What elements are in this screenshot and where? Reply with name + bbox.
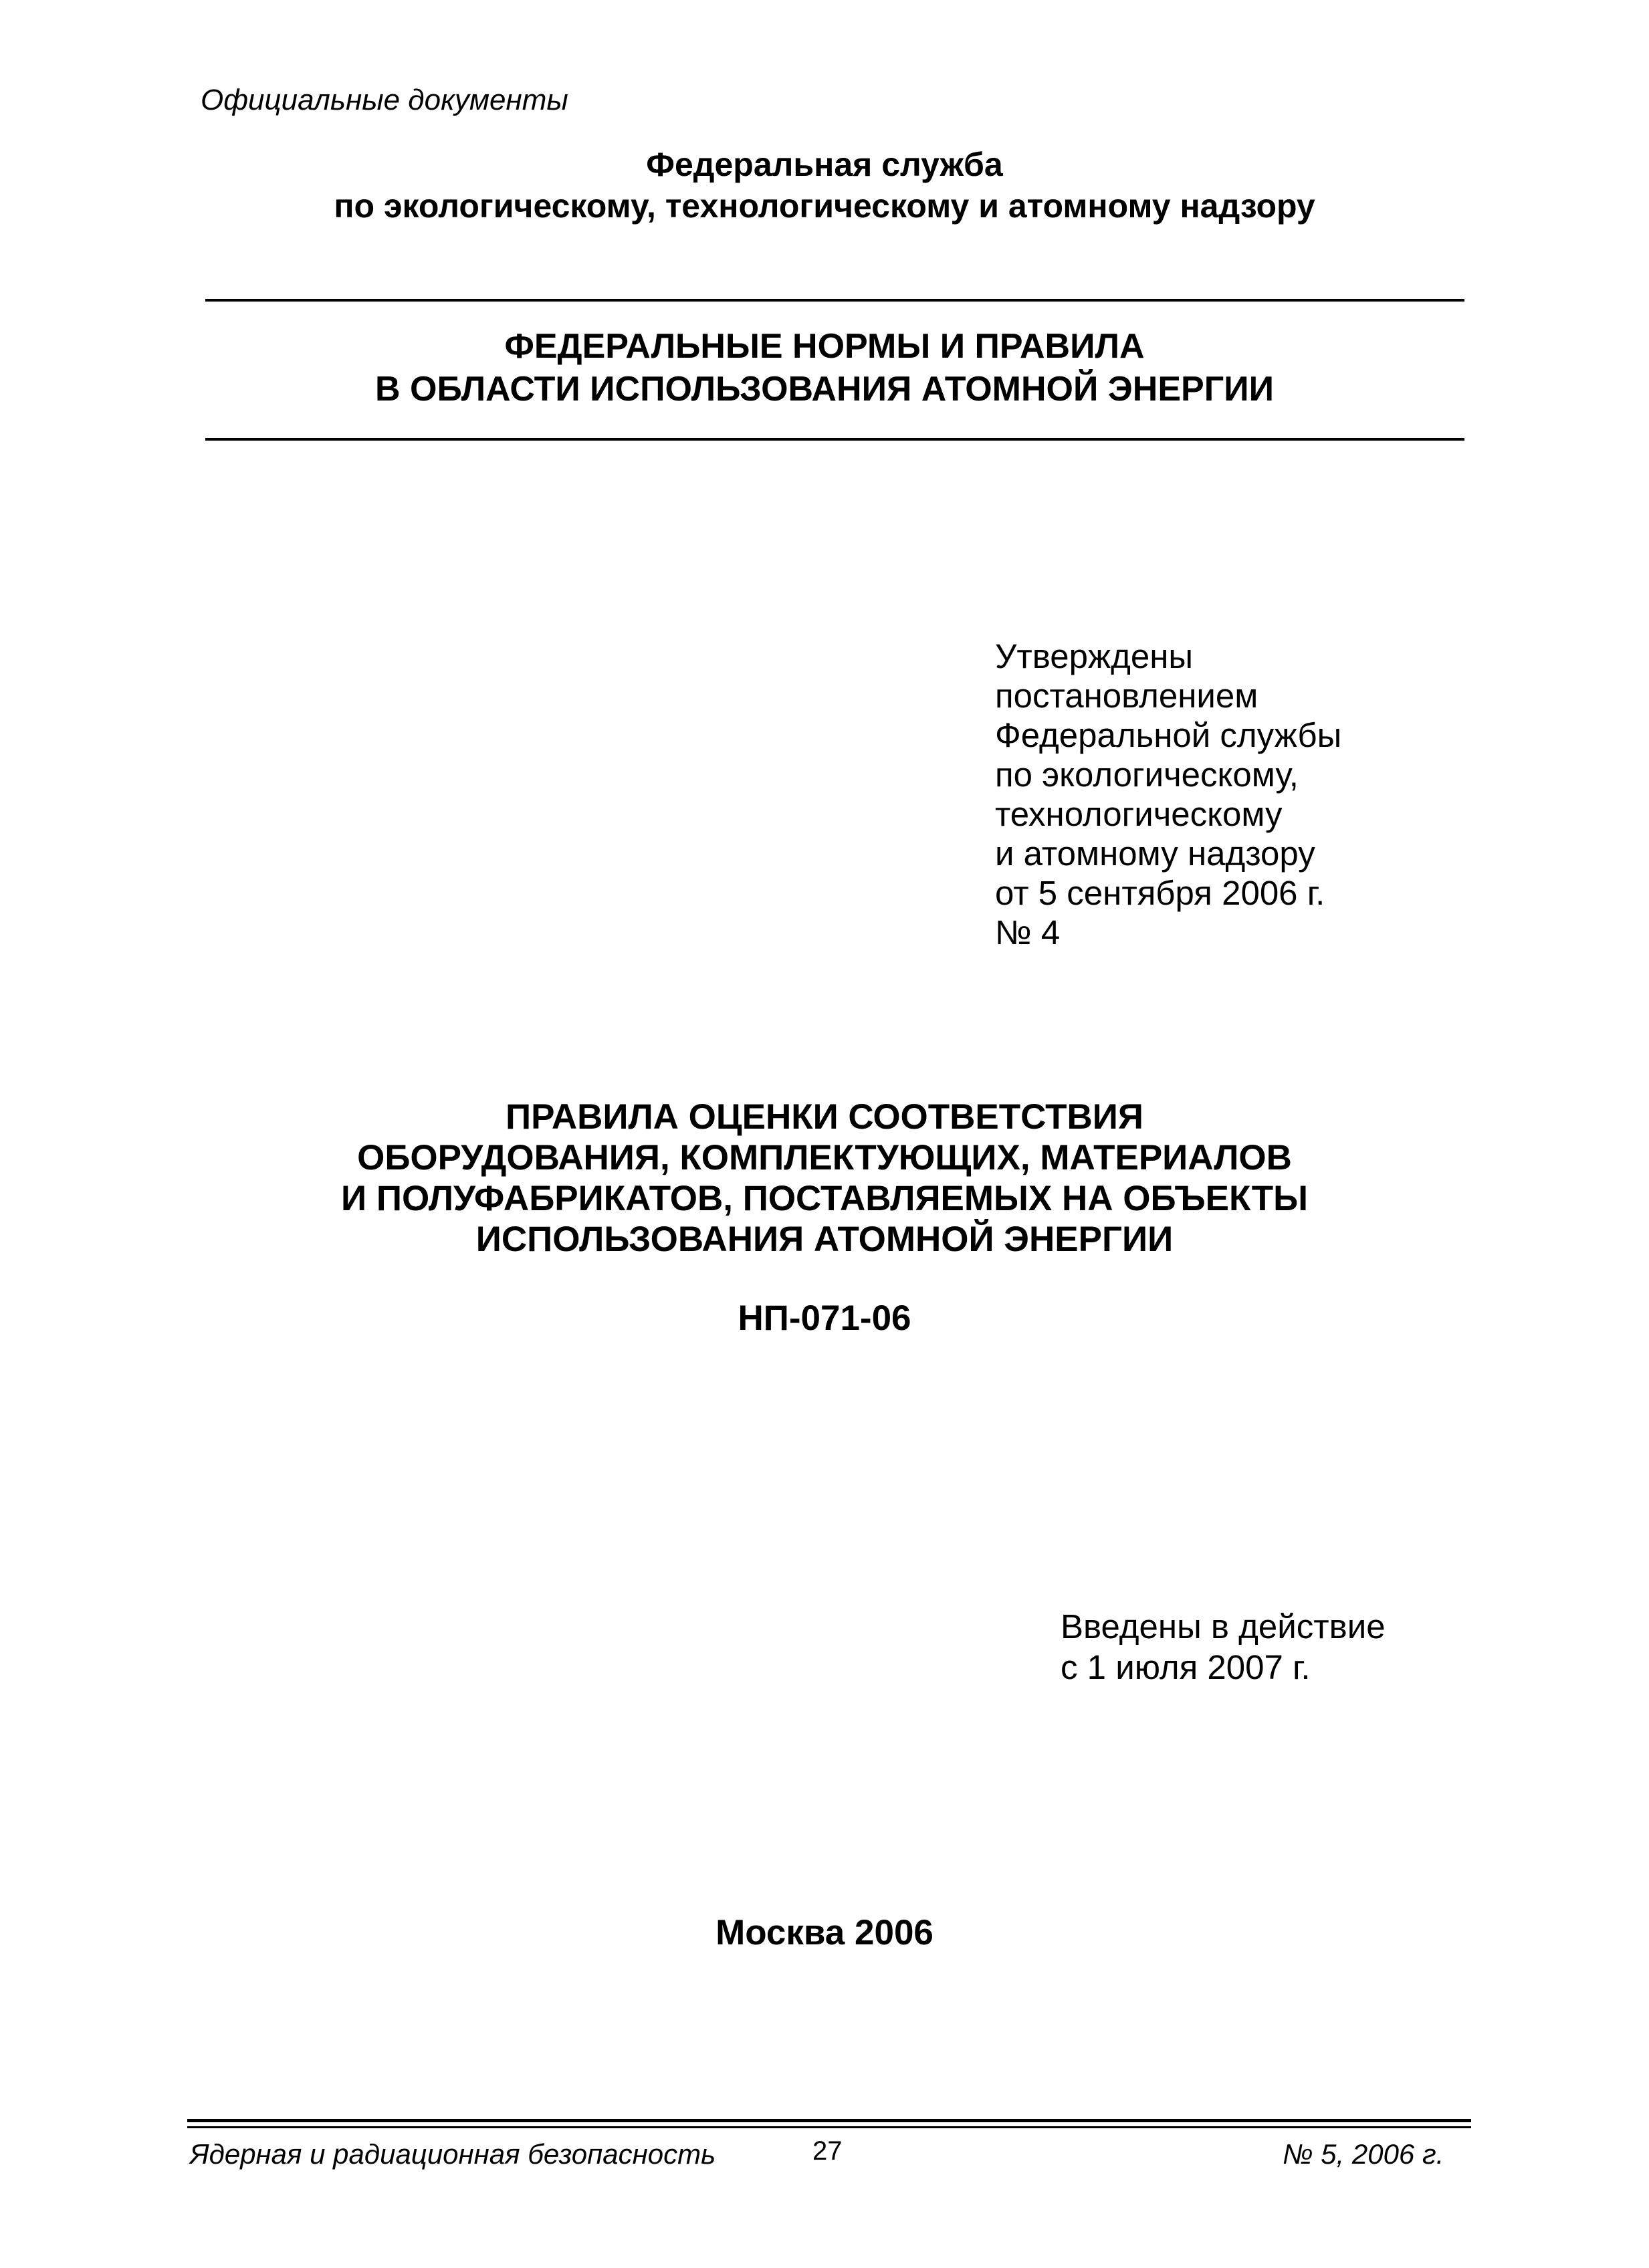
- agency-name: [0, 144, 1649, 227]
- divider: [205, 299, 1464, 302]
- approval-line: и атомному надзору: [995, 834, 1315, 873]
- agency-line: по экологическому, технологическому и атомному надзору: [334, 187, 1315, 225]
- approval-line: от 5 сентября 2006 г.: [995, 874, 1325, 912]
- effective-line: с 1 июля 2007 г.: [1061, 1648, 1311, 1686]
- document-title-line: И ПОЛУФАБРИКАТОВ, ПОСТАВЛЯЕМЫХ НА ОБЪЕКТЫ: [341, 1179, 1308, 1218]
- footer-journal-name: Ядерная и радиационная безопасность: [190, 2138, 716, 2170]
- norms-heading-line: ФЕДЕРАЛЬНЫЕ НОРМЫ И ПРАВИЛА: [504, 327, 1145, 366]
- document-title: [0, 1097, 1649, 1260]
- norms-heading: [0, 325, 1649, 411]
- approval-line: технологическому: [995, 795, 1283, 833]
- footer-divider: [187, 2126, 1471, 2128]
- document-title-line: ОБОРУДОВАНИЯ, КОМПЛЕКТУЮЩИХ, МАТЕРИАЛОВ: [357, 1138, 1292, 1177]
- document-code: НП-071-06: [738, 1298, 911, 1338]
- approval-block: [995, 637, 1341, 952]
- document-title-line: ИСПОЛЬЗОВАНИЯ АТОМНОЙ ЭНЕРГИИ: [475, 1220, 1174, 1259]
- approval-line: постановлением: [995, 677, 1258, 715]
- approval-line: № 4: [995, 913, 1061, 951]
- approval-line: Утверждены: [995, 637, 1194, 675]
- agency-line: Федеральная служба: [646, 146, 1003, 183]
- approval-line: Федеральной службы: [995, 716, 1342, 754]
- approval-line: по экологическому,: [995, 756, 1299, 794]
- footer-divider: [187, 2119, 1471, 2122]
- divider: [205, 438, 1464, 441]
- effective-date-block: [1061, 1606, 1386, 1688]
- effective-line: Введены в действие: [1061, 1607, 1386, 1646]
- norms-heading-line: В ОБЛАСТИ ИСПОЛЬЗОВАНИЯ АТОМНОЙ ЭНЕРГИИ: [375, 370, 1274, 409]
- document-title-line: ПРАВИЛА ОЦЕНКИ СООТВЕТСТВИЯ: [506, 1097, 1143, 1137]
- page-number: 27: [812, 2136, 843, 2166]
- section-label: Официальные документы: [201, 84, 568, 116]
- place-year: Москва 2006: [716, 1913, 933, 1952]
- footer-issue: № 5, 2006 г.: [1283, 2138, 1444, 2170]
